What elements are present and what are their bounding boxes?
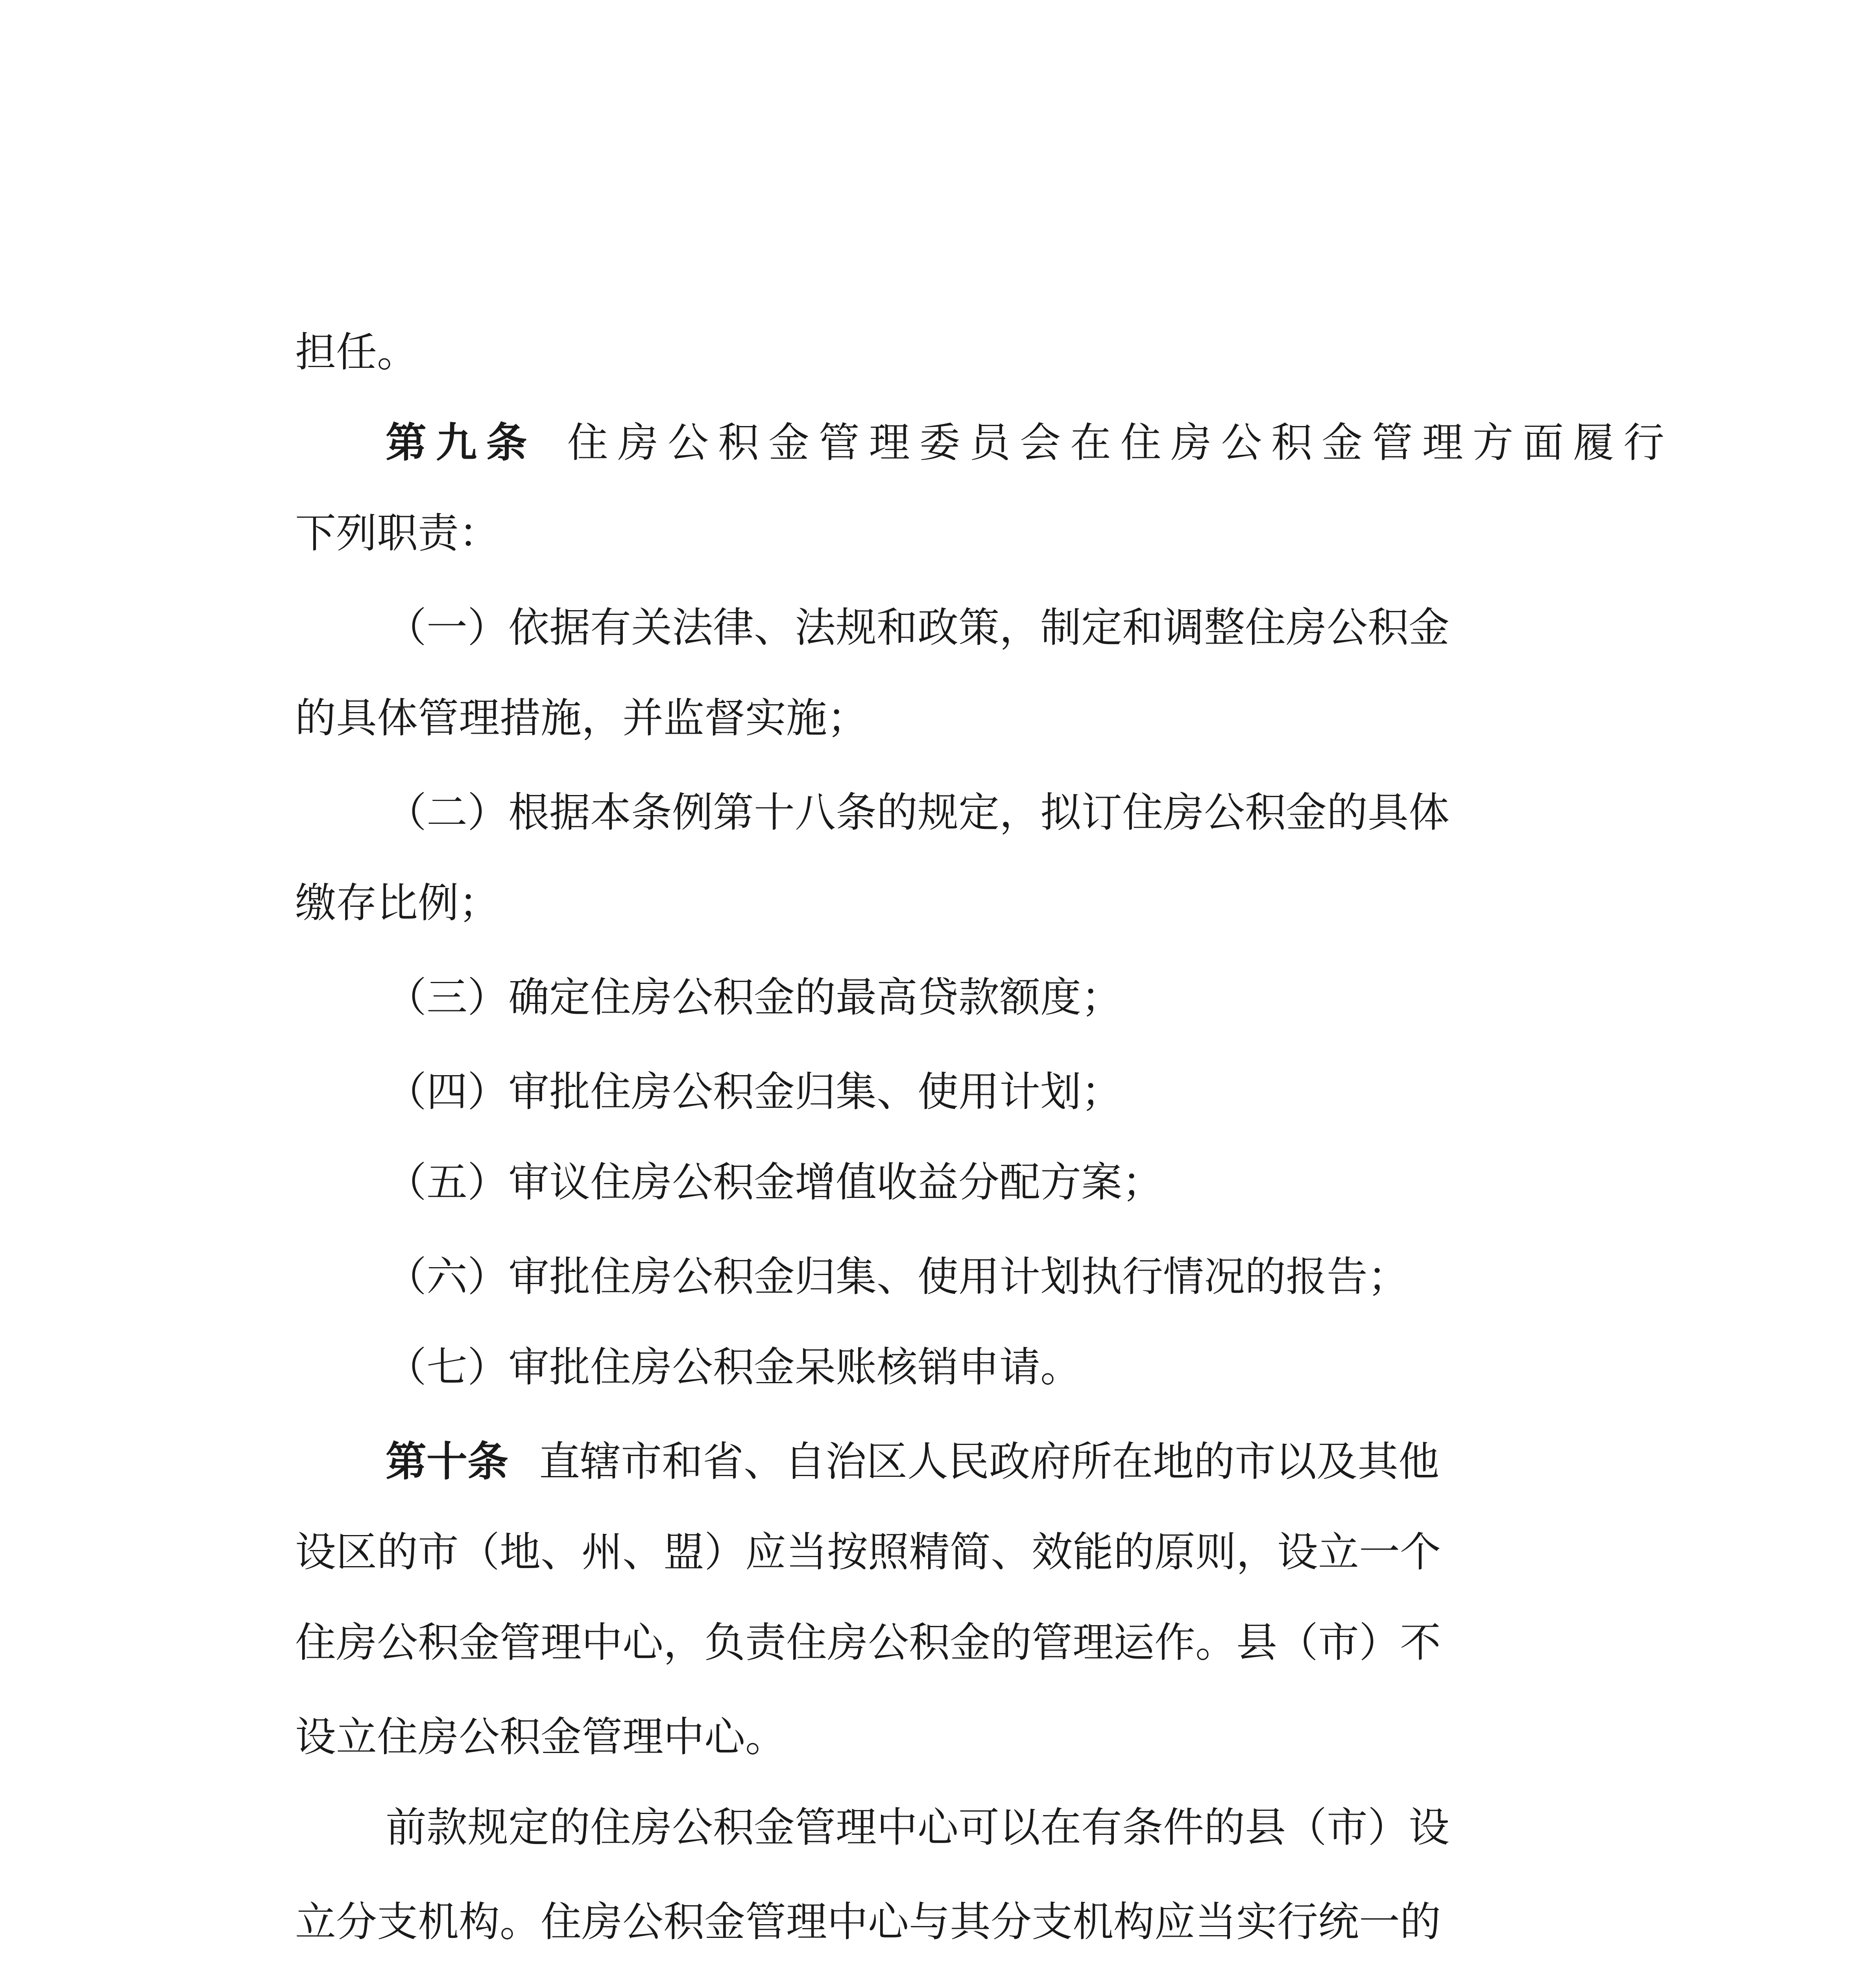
text-line-15 bbox=[295, 1617, 1441, 1668]
article-10-heading-line bbox=[386, 1436, 1439, 1487]
line-text: （五）审议住房公积金增值收益分配方案； bbox=[386, 1158, 1163, 1206]
text-line-18 bbox=[295, 1896, 1441, 1947]
line-text: 下列职责： bbox=[295, 509, 500, 557]
text-line-3 bbox=[295, 507, 500, 559]
list-item-7 bbox=[386, 1341, 1081, 1393]
line-text: 前款规定的住房公积金管理中心可以在有条件的县（市）设 bbox=[386, 1803, 1450, 1851]
list-item-2-line-2 bbox=[295, 877, 500, 928]
line-text: （四）审批住房公积金归集、使用计划； bbox=[386, 1068, 1123, 1116]
line-text: 的具体管理措施，并监督实施； bbox=[295, 694, 868, 742]
line-text: （一）依据有关法律、法规和政策，制定和调整住房公积金 bbox=[386, 603, 1450, 651]
line-text: （六）审批住房公积金归集、使用计划执行情况的报告； bbox=[386, 1253, 1409, 1301]
article-9-heading-line bbox=[386, 417, 1664, 468]
line-text: 住房公积金管理委员会在住房公积金管理方面履行 bbox=[567, 419, 1664, 467]
line-text: （三）确定住房公积金的最高贷款额度； bbox=[386, 973, 1123, 1021]
list-item-5 bbox=[386, 1157, 1163, 1208]
list-item-6 bbox=[386, 1251, 1409, 1302]
text-line-14 bbox=[295, 1526, 1441, 1578]
text-line-1 bbox=[295, 327, 1586, 378]
list-item-3 bbox=[386, 972, 1122, 1023]
list-item-4 bbox=[386, 1066, 1122, 1117]
line-text: 立分支机构。住房公积金管理中心与其分支机构应当实行统一的 bbox=[295, 1898, 1441, 1946]
article-10-title: 第十条 bbox=[386, 1437, 509, 1485]
line-text: （二）根据本条例第十八条的规定，拟订住房公积金的具体 bbox=[386, 788, 1450, 836]
line-text: 缴存比例； bbox=[295, 879, 500, 927]
list-item-1-line-1 bbox=[386, 602, 1449, 653]
line-text: 设立住房公积金管理中心。 bbox=[295, 1713, 787, 1761]
line-text: （七）审批住房公积金呆账核销申请。 bbox=[386, 1343, 1082, 1391]
line-text: 设区的市（地、州、盟）应当按照精简、效能的原则，设立一个 bbox=[295, 1528, 1441, 1576]
text-line-16 bbox=[295, 1711, 786, 1762]
list-item-1-line-2 bbox=[295, 692, 868, 744]
line-text: 直辖市和省、自治区人民政府所在地的市以及其他 bbox=[539, 1437, 1440, 1485]
article-9-title: 第九条 bbox=[386, 419, 537, 467]
line-text: 住房公积金管理中心，负责住房公积金的管理运作。县（市）不 bbox=[295, 1618, 1441, 1666]
list-item-2-line-1 bbox=[386, 787, 1449, 838]
line-text: 担任。 bbox=[295, 328, 418, 376]
text-line-17 bbox=[386, 1802, 1449, 1853]
